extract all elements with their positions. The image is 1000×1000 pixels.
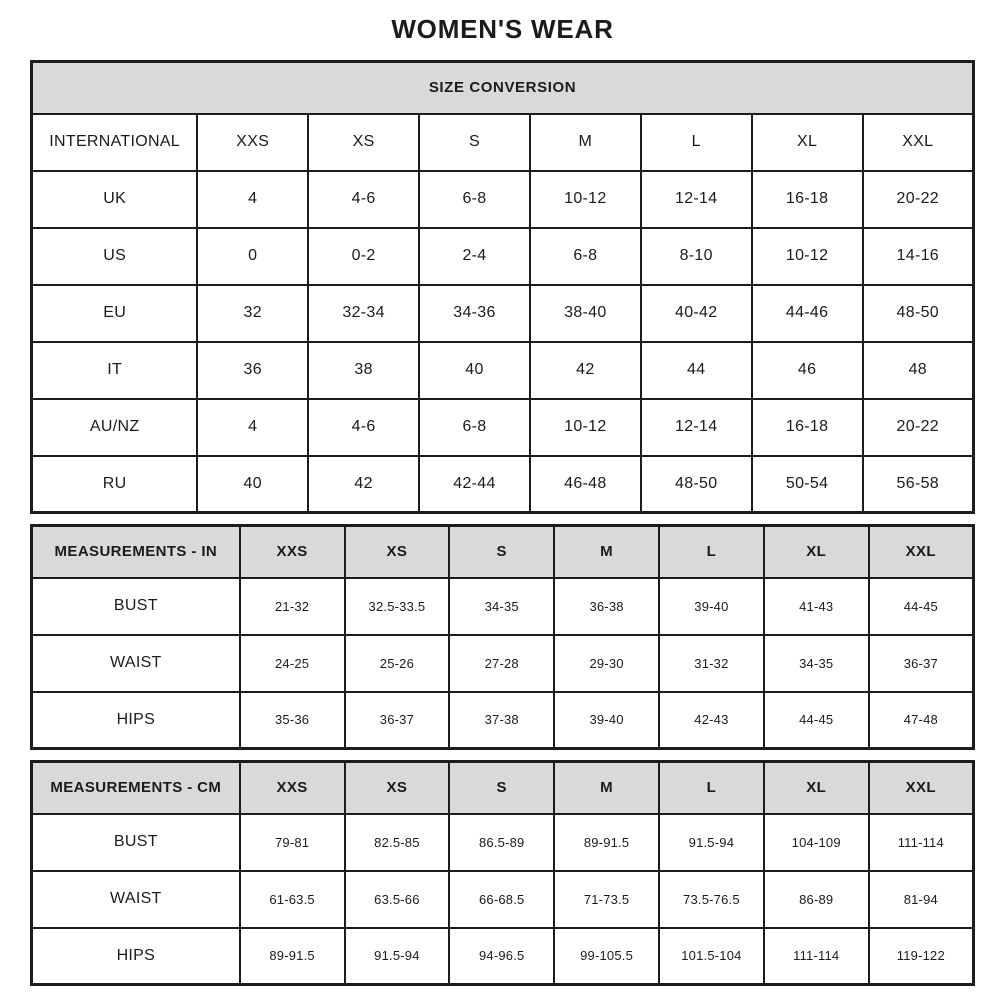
cell-value: 21-32	[240, 578, 345, 635]
cell-value: 32.5-33.5	[345, 578, 450, 635]
size-column-header: S	[449, 762, 554, 814]
cell-value: 42-43	[659, 692, 764, 749]
table-row	[32, 635, 974, 692]
row-label: US	[32, 228, 198, 285]
cell-value: 48	[863, 342, 974, 399]
size-column-header: M	[530, 114, 641, 171]
cell-value: 71-73.5	[554, 871, 659, 928]
cell-value: 36-38	[554, 578, 659, 635]
cell-value: 38-40	[530, 285, 641, 342]
cell-value: 4-6	[308, 171, 419, 228]
table-row	[32, 171, 974, 228]
cell-value: 6-8	[419, 171, 530, 228]
cell-value: 12-14	[641, 171, 752, 228]
cell-value: 8-10	[641, 228, 752, 285]
size-column-header: XXL	[869, 526, 974, 578]
cell-value: 44-45	[869, 578, 974, 635]
cell-value: 25-26	[345, 635, 450, 692]
table-row	[32, 228, 974, 285]
cell-value: 4	[197, 399, 308, 456]
cell-value: 27-28	[449, 635, 554, 692]
cell-value: 40	[419, 342, 530, 399]
header-row	[32, 762, 974, 814]
cell-value: 32-34	[308, 285, 419, 342]
cell-value: 20-22	[863, 399, 974, 456]
size-column-header: XXS	[240, 762, 345, 814]
cell-value: 46-48	[530, 456, 641, 513]
cell-value: 4	[197, 171, 308, 228]
cell-value: 16-18	[752, 171, 863, 228]
cell-value: 86-89	[764, 871, 869, 928]
cell-value: 10-12	[530, 399, 641, 456]
cell-value: 10-12	[530, 171, 641, 228]
cell-value: 63.5-66	[345, 871, 450, 928]
size-column-header: XXS	[197, 114, 308, 171]
cell-value: 82.5-85	[345, 814, 450, 871]
size-column-header: XXL	[863, 114, 974, 171]
cell-value: 6-8	[419, 399, 530, 456]
size-column-header: M	[554, 762, 659, 814]
cell-value: 31-32	[659, 635, 764, 692]
cell-value: 36	[197, 342, 308, 399]
cell-value: 101.5-104	[659, 928, 764, 985]
row-label: BUST	[32, 578, 240, 635]
size-column-header: XL	[752, 114, 863, 171]
cell-value: 0-2	[308, 228, 419, 285]
row-label: WAIST	[32, 635, 240, 692]
table-row	[32, 692, 974, 749]
cell-value: 34-35	[764, 635, 869, 692]
size-column-header: L	[641, 114, 752, 171]
table-header-label: MEASUREMENTS - IN	[32, 526, 240, 578]
cell-value: 47-48	[869, 692, 974, 749]
cell-value: 44	[641, 342, 752, 399]
row-label: EU	[32, 285, 198, 342]
cell-value: 39-40	[659, 578, 764, 635]
cell-value: 42	[308, 456, 419, 513]
cell-value: 46	[752, 342, 863, 399]
row-label: IT	[32, 342, 198, 399]
cell-value: 44-45	[764, 692, 869, 749]
cell-value: 40-42	[641, 285, 752, 342]
cell-value: 6-8	[530, 228, 641, 285]
size-column-header: XS	[345, 762, 450, 814]
cell-value: 29-30	[554, 635, 659, 692]
row-label: HIPS	[32, 928, 240, 985]
cell-value: 81-94	[869, 871, 974, 928]
cell-value: 104-109	[764, 814, 869, 871]
cell-value: 24-25	[240, 635, 345, 692]
size-column-header: L	[659, 526, 764, 578]
cell-value: 89-91.5	[240, 928, 345, 985]
cell-value: 37-38	[449, 692, 554, 749]
cell-value: 111-114	[869, 814, 974, 871]
cell-value: 48-50	[863, 285, 974, 342]
cell-value: 99-105.5	[554, 928, 659, 985]
cell-value: 12-14	[641, 399, 752, 456]
cell-value: 38	[308, 342, 419, 399]
size-column-header: XL	[764, 526, 869, 578]
cell-value: 73.5-76.5	[659, 871, 764, 928]
table-banner-row	[32, 62, 974, 114]
cell-value: 56-58	[863, 456, 974, 513]
cell-value: 41-43	[764, 578, 869, 635]
table-banner-title: SIZE CONVERSION	[32, 62, 974, 114]
size-column-header: XL	[764, 762, 869, 814]
row-label: HIPS	[32, 692, 240, 749]
cell-value: 119-122	[869, 928, 974, 985]
size-column-header: XXL	[869, 762, 974, 814]
cell-value: 16-18	[752, 399, 863, 456]
size-column-header: M	[554, 526, 659, 578]
table-header-label: MEASUREMENTS - CM	[32, 762, 240, 814]
cell-value: 91.5-94	[659, 814, 764, 871]
cell-value: 44-46	[752, 285, 863, 342]
row-label: WAIST	[32, 871, 240, 928]
cell-value: 79-81	[240, 814, 345, 871]
table-row	[32, 928, 974, 985]
cell-value: 42	[530, 342, 641, 399]
cell-value: 50-54	[752, 456, 863, 513]
table-row	[32, 399, 974, 456]
cell-value: 36-37	[345, 692, 450, 749]
cell-value: 32	[197, 285, 308, 342]
cell-value: 36-37	[869, 635, 974, 692]
size-column-header: S	[419, 114, 530, 171]
cell-value: 35-36	[240, 692, 345, 749]
cell-value: 34-35	[449, 578, 554, 635]
cell-value: 0	[197, 228, 308, 285]
cell-value: 42-44	[419, 456, 530, 513]
table-row	[32, 342, 974, 399]
table-row	[32, 578, 974, 635]
measurements-in-table	[30, 524, 975, 750]
cell-value: 40	[197, 456, 308, 513]
cell-value: 89-91.5	[554, 814, 659, 871]
row-label: UK	[32, 171, 198, 228]
table-row	[32, 871, 974, 928]
row-label: RU	[32, 456, 198, 513]
table-row	[32, 456, 974, 513]
size-column-header: XXS	[240, 526, 345, 578]
cell-value: 2-4	[419, 228, 530, 285]
size-column-header: L	[659, 762, 764, 814]
cell-value: 86.5-89	[449, 814, 554, 871]
cell-value: 34-36	[419, 285, 530, 342]
column-header-label: INTERNATIONAL	[32, 114, 198, 171]
size-conversion-table	[30, 60, 975, 514]
cell-value: 20-22	[863, 171, 974, 228]
cell-value: 14-16	[863, 228, 974, 285]
cell-value: 66-68.5	[449, 871, 554, 928]
measurements-cm-table	[30, 760, 975, 986]
table-row	[32, 814, 974, 871]
size-column-header: XS	[308, 114, 419, 171]
cell-value: 94-96.5	[449, 928, 554, 985]
size-column-header: XS	[345, 526, 450, 578]
cell-value: 10-12	[752, 228, 863, 285]
cell-value: 48-50	[641, 456, 752, 513]
column-header-row	[32, 114, 974, 171]
cell-value: 4-6	[308, 399, 419, 456]
table-row	[32, 285, 974, 342]
row-label: BUST	[32, 814, 240, 871]
page-title: WOMEN'S WEAR	[391, 14, 614, 44]
cell-value: 111-114	[764, 928, 869, 985]
cell-value: 39-40	[554, 692, 659, 749]
cell-value: 61-63.5	[240, 871, 345, 928]
row-label: AU/NZ	[32, 399, 198, 456]
size-column-header: S	[449, 526, 554, 578]
cell-value: 91.5-94	[345, 928, 450, 985]
header-row	[32, 526, 974, 578]
